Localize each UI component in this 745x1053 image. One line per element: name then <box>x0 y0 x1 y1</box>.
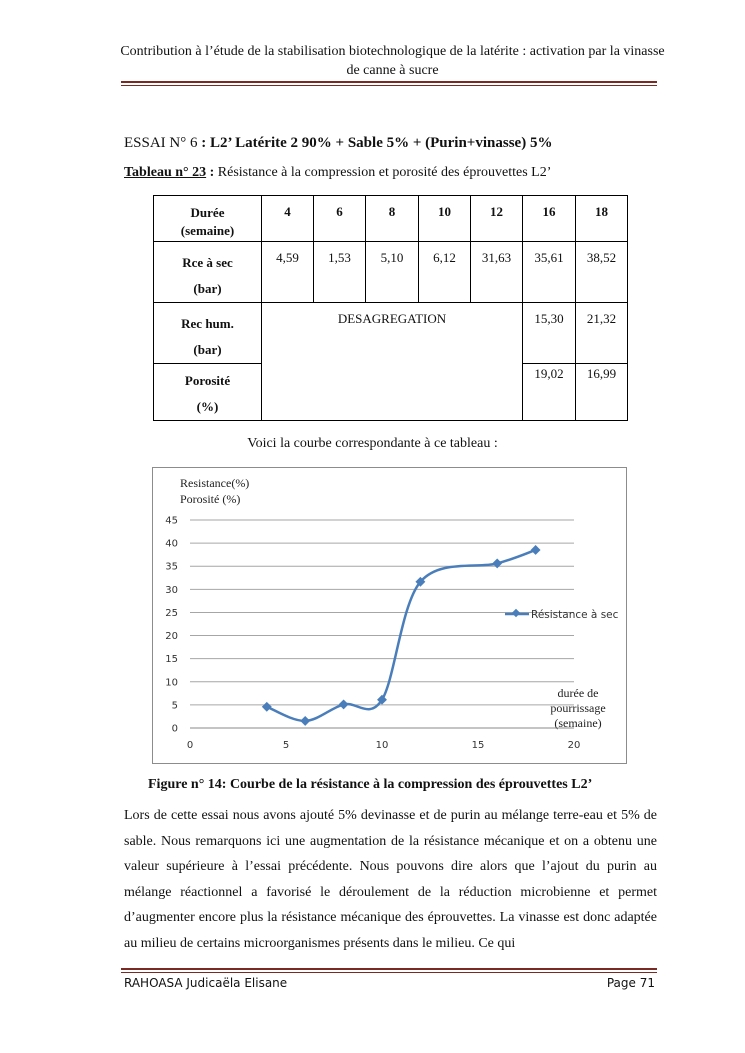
table-row <box>154 303 628 364</box>
data-point-marker <box>262 702 272 712</box>
y-tick-label: 5 <box>171 700 178 712</box>
porosite-label-line2: (%) <box>196 399 219 414</box>
table-caption <box>124 165 551 181</box>
header-duree-line2: (semaine) <box>180 223 235 238</box>
essai-desc: L2’ Latérite 2 90% + Sable 5% + (Purin+vinasse) 5% <box>210 135 553 151</box>
porosite-label-line1: Porosité <box>184 373 231 388</box>
results-table <box>153 195 628 421</box>
header-rule-thin <box>121 85 657 86</box>
resistance-chart <box>153 468 626 763</box>
rce-value: 35,61 <box>523 242 576 303</box>
body-paragraph: Lors de cette essai nous avons ajouté 5% devinasse et de purin au mélange terre-eau et 5% de sable. Nous remarquons ici une augmentation de la résistance mécanique et on a obtenu une valeur supérieure à l’essai précédente. Nous pouvons dire alors que l’ajout du purin au mélange réactionnel a favorisé le déroulement de la réduction microbienne et permet d’augmenter encore plus la résistance mécanique des éprouvettes. La vinasse est donc adaptée au milieu de certains microorganismes présents dans le milieu. Ce qui <box>124 808 657 951</box>
essai-heading <box>124 135 552 152</box>
footer-rule <box>121 968 657 970</box>
table-row <box>154 242 628 303</box>
header-rule <box>121 81 657 83</box>
y-tick-label: 15 <box>165 654 178 666</box>
y-tick-labels <box>165 516 178 735</box>
y-tick-label: 20 <box>165 631 178 643</box>
y-tick-label: 45 <box>165 515 178 527</box>
rce-value: 5,10 <box>366 242 419 303</box>
header-duree-line1: Durée <box>190 205 225 220</box>
legend-label: Résistance à sec <box>531 609 619 621</box>
y-axis-label-line1: Resistance(%) <box>180 476 250 490</box>
data-point-marker <box>531 545 541 555</box>
x-axis-label-line3: (semaine) <box>554 716 602 730</box>
week-cell: 12 <box>471 196 523 242</box>
y-tick-label: 40 <box>165 538 178 550</box>
y-tick-label: 35 <box>165 561 178 573</box>
legend-marker-icon <box>512 609 520 617</box>
page-header <box>120 42 665 80</box>
porosite-value: 16,99 <box>576 364 628 421</box>
intro-curve-text: Voici la courbe correspondante à ce tableau : <box>247 436 498 451</box>
data-point-marker <box>339 699 349 709</box>
week-cell: 6 <box>314 196 366 242</box>
chart-frame <box>152 467 627 764</box>
x-axis-label-line1: durée de <box>557 686 599 700</box>
data-point-marker <box>492 558 502 568</box>
rechum-label-line2: (bar) <box>193 342 222 357</box>
x-tick-label: 0 <box>186 740 194 751</box>
rechum-value: 15,30 <box>523 303 576 364</box>
y-tick-label: 30 <box>165 584 178 596</box>
header-title: Contribution à l’étude de la stabilisation biotechnologique de la latérite : activation par la vinasse de canne à sucre <box>120 44 665 78</box>
x-tick-label: 5 <box>282 740 290 751</box>
rce-label-line1: Rce à sec <box>182 255 233 270</box>
essai-prefix: ESSAI N° 6 <box>124 135 198 151</box>
footer-rule-thin <box>121 972 657 973</box>
footer-page-number: Page 71 <box>606 976 655 990</box>
table-row <box>154 196 628 242</box>
table-caption-text: Résistance à la compression et porosité des éprouvettes L2’ <box>217 165 552 180</box>
header-cell-duree <box>154 196 262 242</box>
porosite-value: 19,02 <box>523 364 576 421</box>
week-cell: 10 <box>419 196 471 242</box>
rce-value: 1,53 <box>314 242 366 303</box>
week-cell: 8 <box>366 196 419 242</box>
x-tick-label: 10 <box>375 740 389 751</box>
x-tick-labels <box>187 740 581 751</box>
table-caption-sep: : <box>206 165 218 180</box>
rce-value: 6,12 <box>419 242 471 303</box>
rechum-label-line1: Rec hum. <box>181 316 234 331</box>
rechum-value: 21,32 <box>576 303 628 364</box>
data-point-marker <box>300 716 310 726</box>
essai-sep: : <box>197 135 211 151</box>
row-label-porosite <box>154 364 262 421</box>
chart-legend <box>505 609 619 621</box>
rce-value: 38,52 <box>576 242 628 303</box>
y-tick-label: 25 <box>165 607 178 619</box>
y-axis-label-line2: Porosité (%) <box>180 492 241 506</box>
week-cell: 16 <box>523 196 576 242</box>
x-tick-label: 15 <box>471 740 485 751</box>
desagregation-cell: DESAGREGATION <box>262 303 523 421</box>
y-tick-label: 10 <box>165 677 178 689</box>
y-tick-label: 0 <box>171 723 178 735</box>
footer-author: RAHOASA Judicaëla Elisane <box>124 976 288 990</box>
week-cell: 18 <box>576 196 628 242</box>
table-caption-label: Tableau n° 23 <box>124 165 207 180</box>
week-cell: 4 <box>262 196 314 242</box>
row-label-rechum <box>154 303 262 364</box>
rce-label-line2: (bar) <box>193 281 222 296</box>
row-label-rce <box>154 242 262 303</box>
figure-caption: Figure n° 14: Courbe de la résistance à la compression des éprouvettes L2’ <box>148 777 593 792</box>
rce-value: 4,59 <box>262 242 314 303</box>
rce-value: 31,63 <box>471 242 523 303</box>
x-axis-label-line2: pourrissage <box>550 701 606 715</box>
x-tick-label: 20 <box>567 740 581 751</box>
